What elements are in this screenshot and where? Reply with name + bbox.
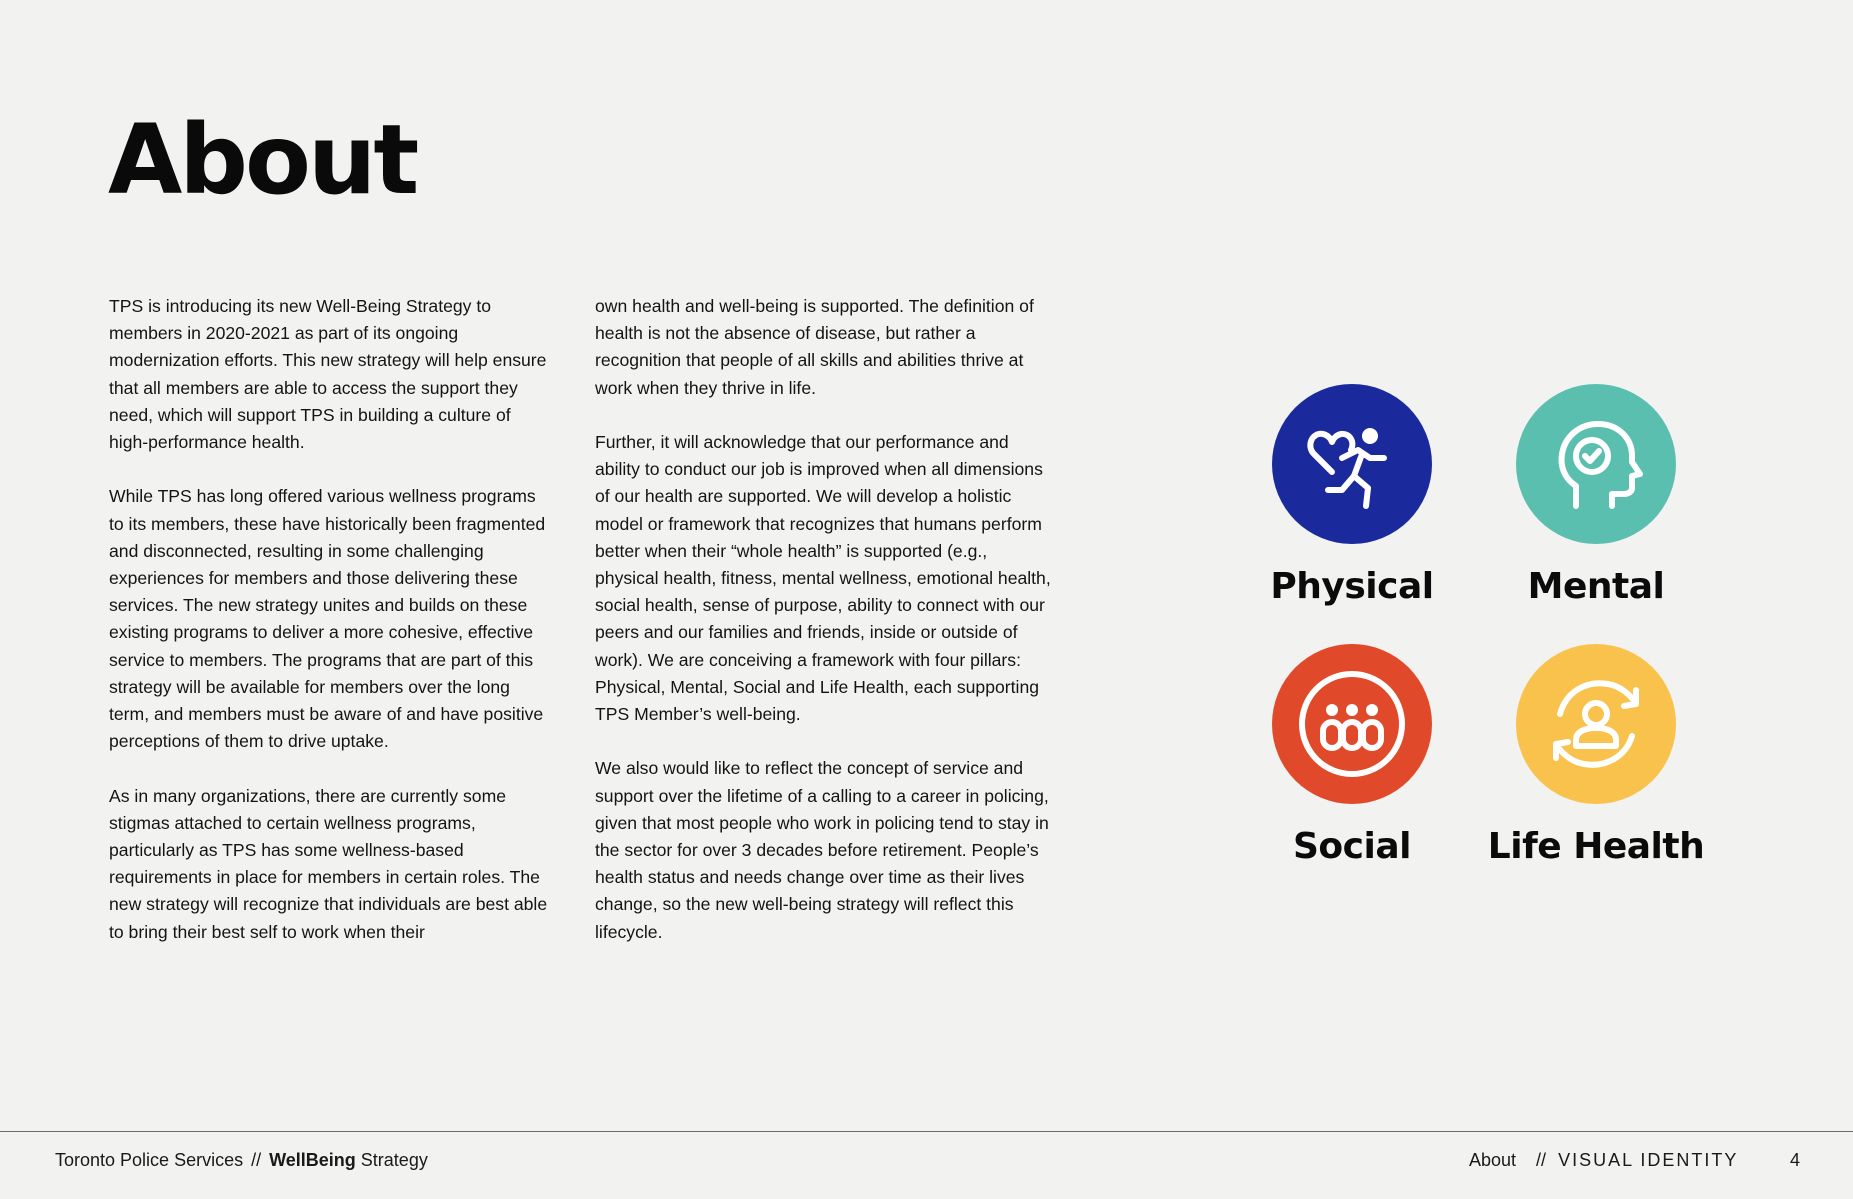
heart-runner-icon [1302,414,1402,514]
page-number: 4 [1790,1150,1801,1170]
social-badge [1272,644,1432,804]
footer-brand-rest: Strategy [355,1150,428,1170]
paragraph: As in many organizations, there are currently some stigmas attached to certain wellness programs, particularly as TPS has some wellness-based requirements in place for members in certain roles. The new strategy will recognize that individuals are best able to bring their best self to work when their [109,785,548,942]
person-cycle-icon [1536,664,1656,784]
physical-badge [1272,384,1432,544]
footer-left [55,1150,428,1171]
pillar-label: Social [1293,826,1411,867]
body-column-left [109,293,554,973]
footer-section-name: VISUAL IDENTITY [1558,1150,1739,1170]
footer-separator: // [251,1150,262,1170]
life-health-badge [1516,644,1676,804]
footer-right [1469,1150,1738,1171]
footer-divider [0,1131,1853,1132]
paragraph: TPS is introducing its new Well-Being Strategy to members in 2020-2021 as part of its ongoing modernization efforts. This new strategy will help ensure that all members are able to access the support they need, which will support TPS in building a culture of high-performance health. [109,296,547,453]
footer-brand-bold: WellBeing [269,1150,356,1170]
pillar-label: Mental [1527,566,1665,607]
head-check-icon [1546,414,1646,514]
footer-section: About [1469,1150,1517,1170]
mental-badge [1516,384,1676,544]
page-title: About [108,104,417,216]
pillar-mental [1476,384,1716,607]
paragraph: While TPS has long offered various wellness programs to its members, these have historically been fragmented and disconnected, resulting in some challenging experiences for members and those delivering these services. The new strategy unites and builds on these existing programs to deliver a more cohesive, effective service to members. The programs that are part of this strategy will be available for members over the long term, and members must be aware of and have positive perceptions of them to drive uptake. [109,486,546,752]
pillar-life-health [1476,644,1716,867]
pillar-label: Life Health [1487,826,1705,867]
pillar-social [1232,644,1472,867]
group-people-icon [1292,664,1412,784]
footer-section-separator: // [1536,1150,1547,1170]
paragraph: Further, it will acknowledge that our performance and ability to conduct our job is improved when all dimensions of our health are supported. We will develop a holistic model or framework that recognizes that humans perform better when their “whole health” is supported (e.g., physical health, fitness, mental wellness, emotional health, social health, sense of purpose, ability to connect with our peers and our families and friends, inside or outside of work). We are conceiving a framework with four pillars: Physical, Mental, Social and Life Health, each supporting TPS Member’s well-being. [595,432,1051,725]
footer-org: Toronto Police Services [55,1150,244,1170]
pillar-label: Physical [1270,566,1434,607]
pillar-physical [1232,384,1472,607]
paragraph: We also would like to reflect the concept of service and support over the lifetime of a calling to a career in policing, given that most people who work in policing tend to stay in the sector for over 3 decades before retirement. People’s health status and needs change over time as their lives change, so the new well-being strategy will reflect this lifecycle. [595,758,1049,942]
body-column-right [595,293,1055,973]
paragraph: own health and well-being is supported. The definition of health is not the absence of disease, but rather a recognition that people of all skills and abilities thrive at work when they thrive in life. [595,296,1034,398]
